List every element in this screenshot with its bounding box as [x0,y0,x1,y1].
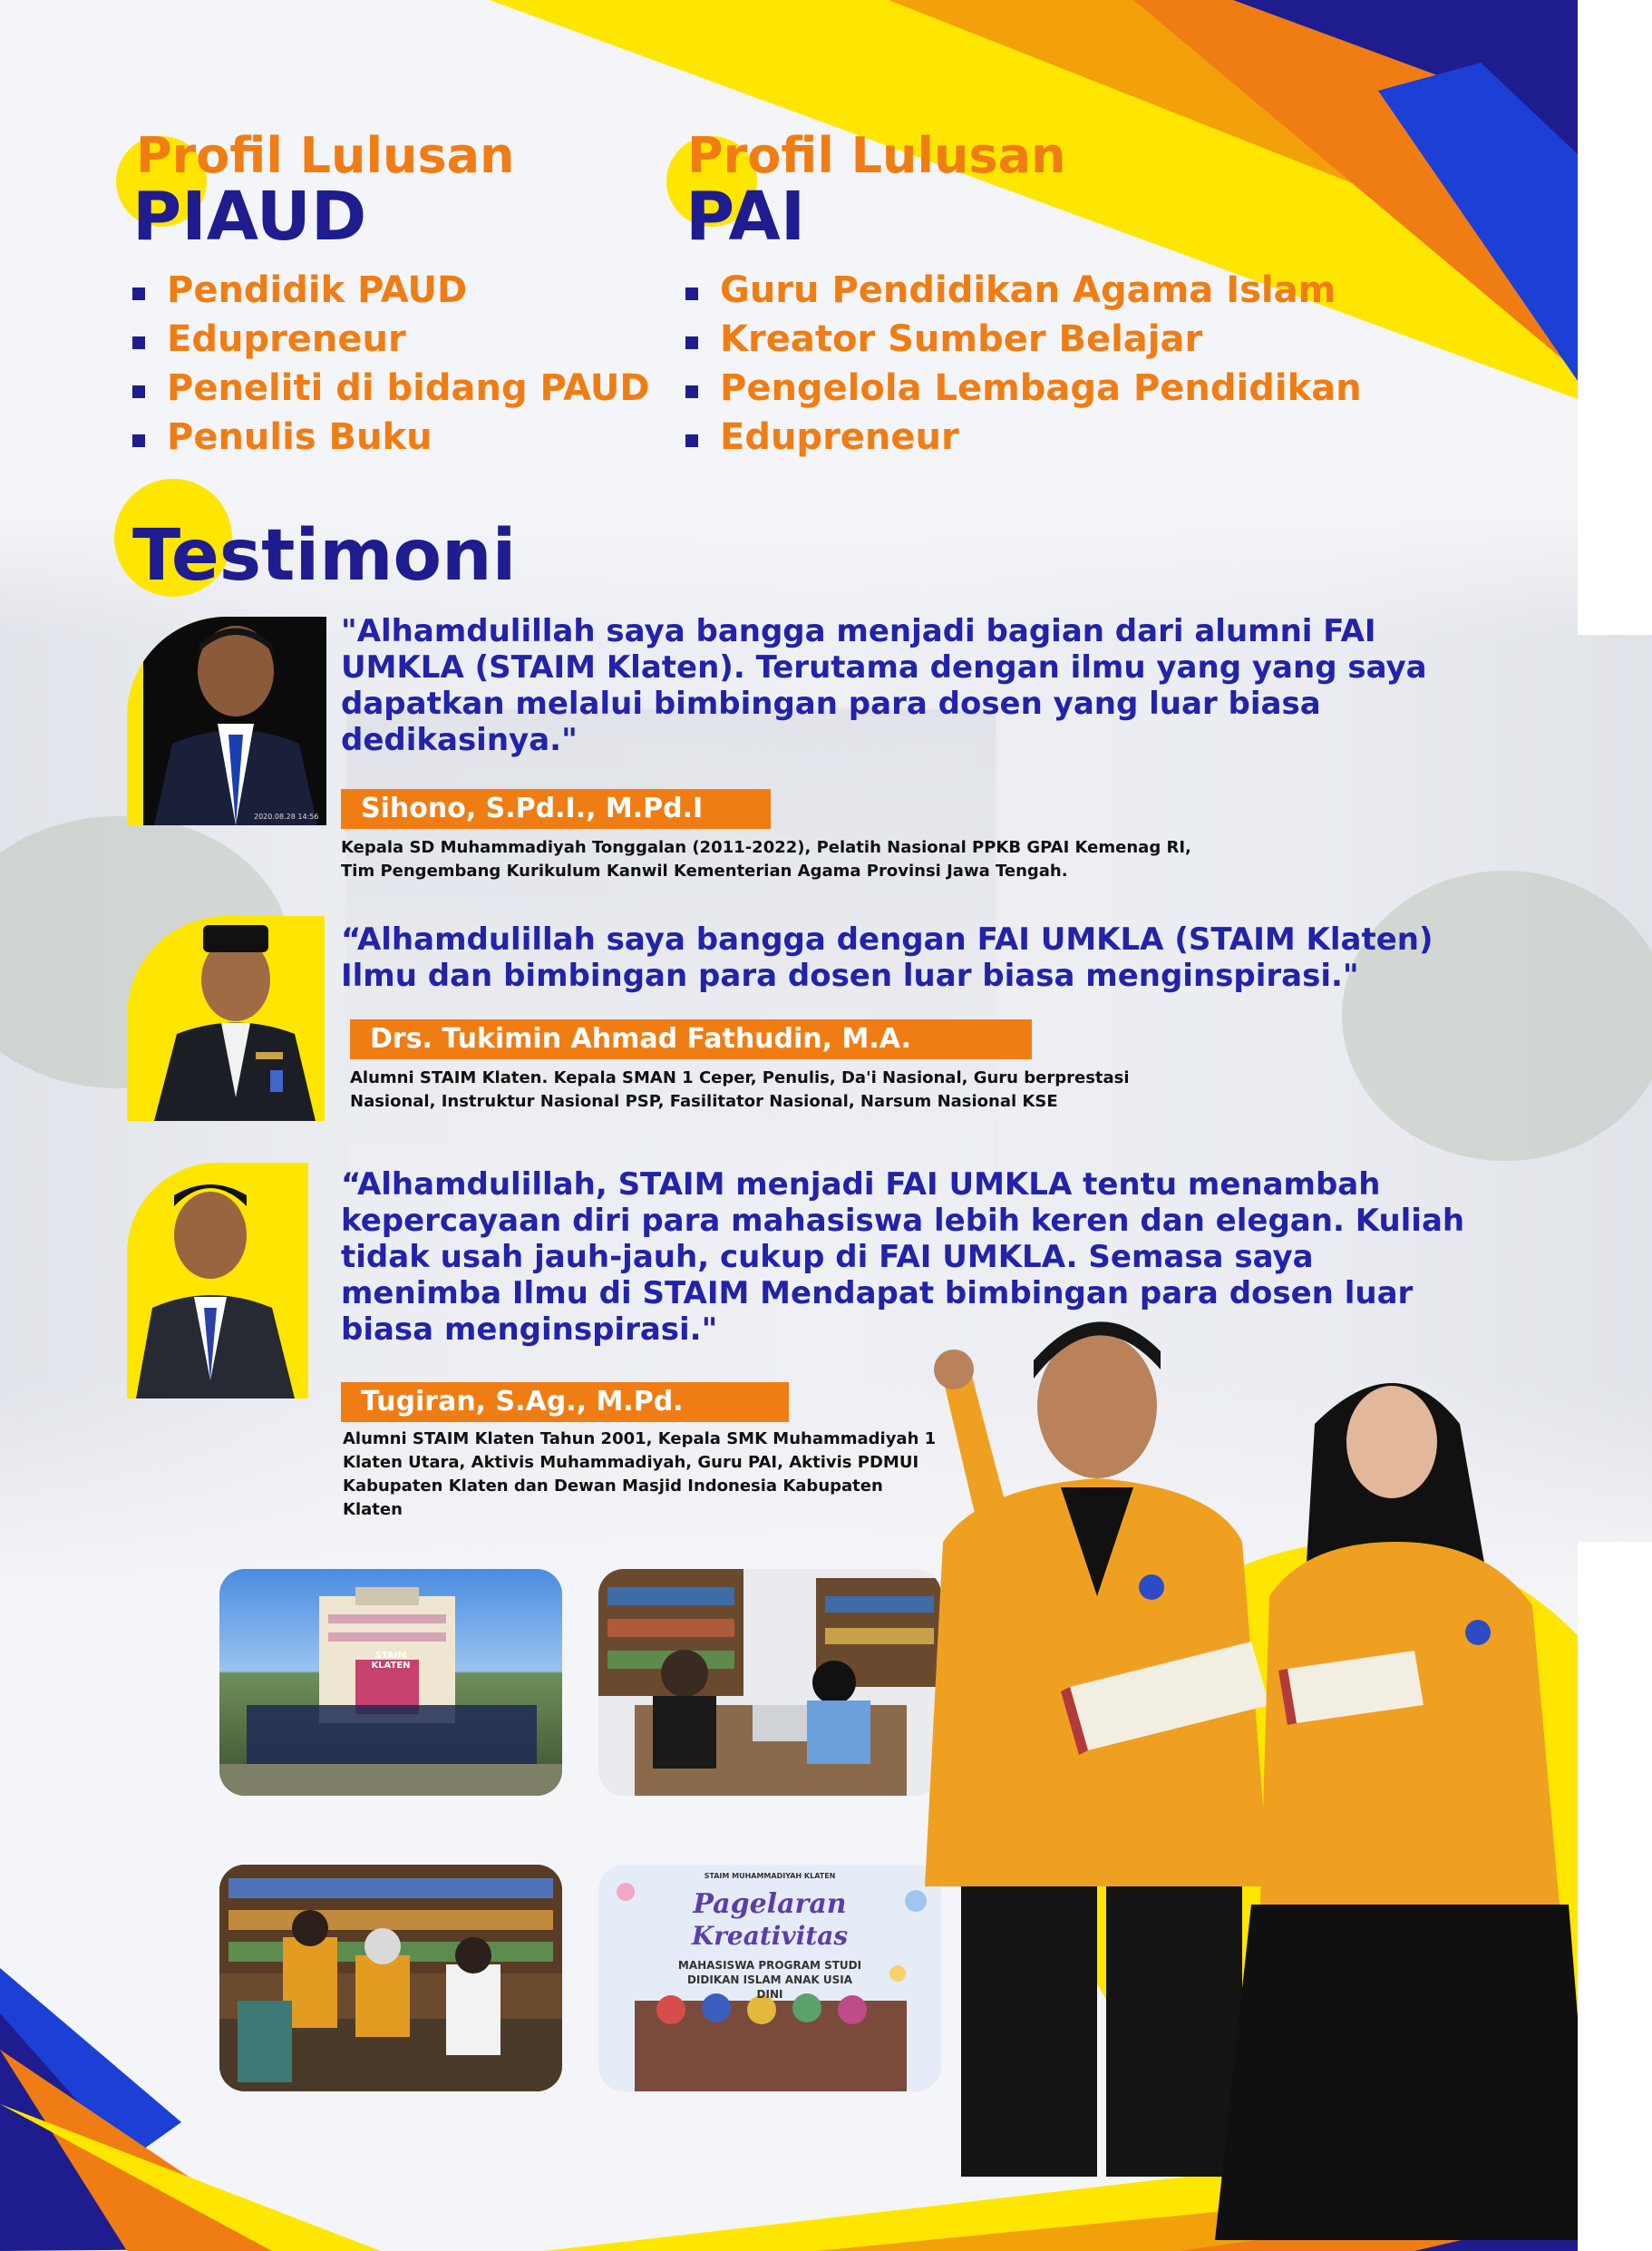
testimonial-3-quote: “Alhamdulillah, STAIM menjadi FAI UMKLA tentu menambah kepercayaan diri para mahasiswa lebih keren dan elegan. Kuliah tidak usah jauh-jauh, cukup di FAI UMKLA. Semasa saya menimba Ilmu di STAIM Mendapat bimbingan para dosen luar biasa menginspirasi." [341,1166,1465,1348]
gallery-photo-library [598,1569,941,1796]
testimonial-2-quote: “Alhamdulillah saya bangga dengan FAI UMKLA (STAIM Klaten) Ilmu dan bimbingan para dosen luar biasa menginspirasi." [341,921,1433,994]
pai-heading: Profil Lulusan [687,127,1066,184]
bullet-icon [132,434,145,447]
gallery-photo-students-reading [219,1865,562,2091]
testimonial-3-name: Tugiran, S.Ag., M.Pd. [341,1382,789,1422]
gallery-photo-event [598,1865,941,2091]
list-item: Peneliti di bidang PAUD [132,364,650,413]
person-portrait-icon [127,916,325,1121]
testimonial-3-photo [127,1163,308,1398]
list-item: Edupreneur [685,413,1362,462]
list-item: Edupreneur [132,315,650,364]
list-item: Kreator Sumber Belajar [685,315,1362,364]
bullet-icon [685,336,698,349]
testimonial-1-name: Sihono, S.Pd.I., M.Pd.I [341,789,771,829]
piaud-program-title: PIAUD [132,178,367,256]
testimonial-1-quote: "Alhamdulillah saya bangga menjadi bagian dari alumni FAI UMKLA (STAIM Klaten). Terutama dengan ilmu yang yang saya dapatkan melalui bimbingan para dosen yang luar biasa dedikasinya." [341,613,1427,758]
testimonial-2-photo [127,916,325,1121]
building-sign-text: STAIM KLATEN [371,1651,411,1671]
piaud-profile-list [132,266,650,462]
bullet-icon [685,287,698,300]
event-title-line-1: Pagelaran [693,1888,847,1920]
bullet-icon [132,287,145,300]
testimonial-2-name: Drs. Tukimin Ahmad Fathudin, M.A. [350,1019,1032,1059]
list-item: Guru Pendidikan Agama Islam [685,266,1362,315]
bullet-icon [132,336,145,349]
gallery-photo-campus [219,1569,562,1796]
list-item: Pengelola Lembaga Pendidikan [685,364,1362,413]
testimoni-title: Testimoni [132,515,517,597]
bullet-icon [685,385,698,398]
person-portrait-icon [127,617,326,825]
students-reading-icon [219,1865,562,2091]
testimonial-2-description: Alumni STAIM Klaten. Kepala SMAN 1 Ceper, Penulis, Da'i Nasional, Guru berprestasi Nasional, Instruktur Nasional PSP, Fasilitator Nasional, Narsum Nasional KSE [350,1068,1130,1111]
bullet-icon [132,385,145,398]
background-tree-right [1342,871,1652,1161]
bullet-icon [685,434,698,447]
piaud-heading: Profil Lulusan [136,127,515,184]
campus-building-icon [219,1569,562,1796]
pai-program-title: PAI [685,178,806,256]
event-banner-top-text: STAIM MUHAMMADIYAH KLATEN [704,1872,836,1880]
event-title-line-2: Kreativitas [691,1921,849,1951]
event-subtitle-2: DIDIKAN ISLAM ANAK USIA [686,1973,853,1986]
pai-profile-list [685,266,1362,462]
testimonial-3-description: Alumni STAIM Klaten Tahun 2001, Kepala SMK Muhammadiyah 1 Klaten Utara, Aktivis Muhammadiyah, Guru PAI, Aktivis PDMUI Kabupaten Klaten dan Dewan Masjid Indonesia Kabupaten Klaten [343,1429,937,1519]
list-item: Penulis Buku [132,413,650,462]
library-study-icon [598,1569,941,1796]
testimonial-1-description: Kepala SD Muhammadiyah Tonggalan (2011-2022), Pelatih Nasional PPKB GPAI Kemenag RI, Tim Pengembang Kurikulum Kanwil Kementerian Agama Provinsi Jawa Tengah. [341,838,1191,881]
photo-timestamp: 2020.08.28 14:56 [254,813,319,821]
event-subtitle-1: MAHASISWA PROGRAM STUDI [677,1959,862,1972]
event-subtitle-3: DINI [756,1988,783,2001]
students-illustration [907,1306,1578,2240]
list-item: Pendidik PAUD [132,266,650,315]
person-portrait-icon [127,1163,308,1398]
testimonial-1-photo [127,617,326,825]
